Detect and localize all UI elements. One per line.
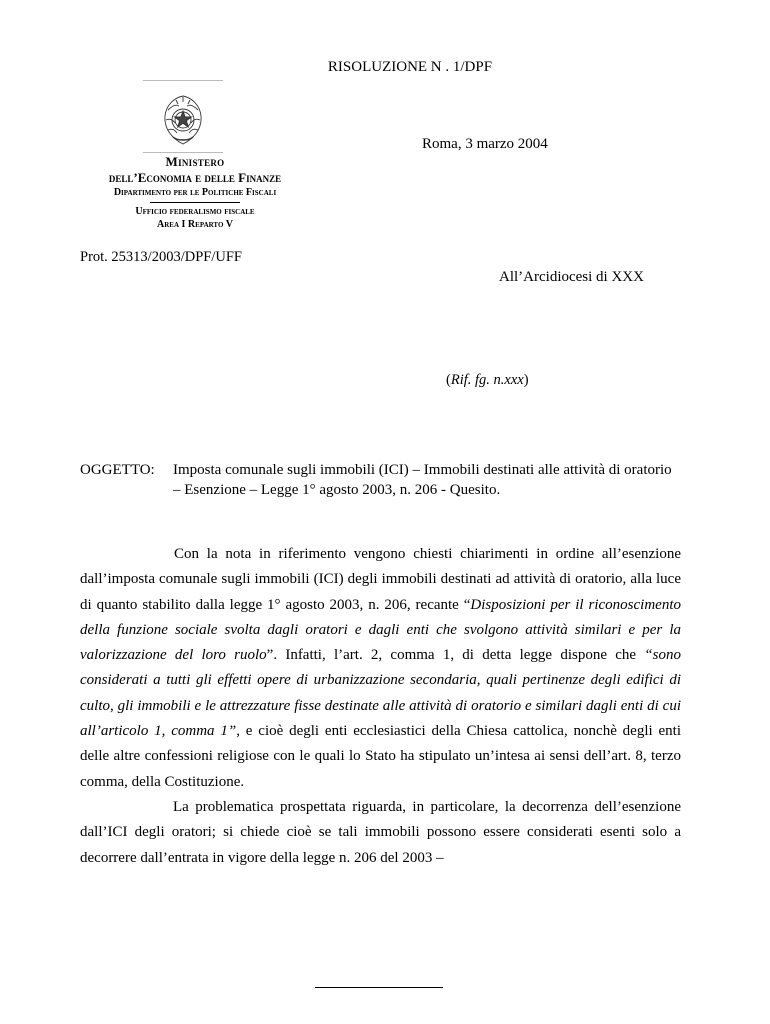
article-quote: “sono considerati a tutti gli effetti opere di urbanizzazione secondaria, quali pertinenze degli edifici di culto, gli immobili e le attrezzature fisse destinate alle attività di oratorio e similari dagli enti di cui all’articolo 1, comma 1”,: [80, 647, 681, 740]
ministry-block: [80, 154, 310, 231]
reference-note: [446, 372, 529, 389]
recipient: All’Arcidiocesi di XXX: [499, 269, 644, 285]
reference-text: Rif. fg. n.xxx: [450, 372, 524, 388]
reference-open: (: [446, 372, 451, 388]
ministry-divider: [150, 202, 240, 203]
footnote-divider: [315, 987, 443, 988]
paragraph-1-text-e: e cioè degli enti ecclesiastici della Chiesa cattolica, nonchè degli enti delle altre confessioni religiose con le quali lo Stato ha stipulato un’intesa ai sensi dell’art. 8, terzo comma, della Costituzione.: [80, 723, 681, 790]
paragraph-2: La problematica prospettata riguarda, in particolare, la decorrenza dell’esenzione dall’ICI degli oratori; si chiede cioè se tali immobili possono essere considerati esenti solo a decorrere dall’entrata in vigore della legge n. 206 del 2003 –: [80, 798, 681, 866]
paragraph-1-text-a: Con la nota in riferimento vengono chiesti chiarimenti in ordine all’esenzione dall’imposta comunale sugli immobili (ICI) degli immobili destinati ad attività di oratorio, alla luce di quanto stabilito dalla legge 1° agosto 2003, n. 206, recante “: [80, 546, 681, 613]
ministry-full-name: dell’Economia e delle Finanze: [108, 170, 282, 186]
subject-block: [80, 460, 680, 500]
header-divider: [143, 80, 223, 81]
subject-text: Imposta comunale sugli immobili (ICI) – Immobili destinati alle attività di oratorio – Esenzione – Legge 1° agosto 2003, n. 206 - Quesito.: [173, 462, 672, 498]
protocol-number: Prot. 25313/2003/DPF/UFF: [80, 249, 242, 265]
emblem-divider: [143, 152, 223, 153]
paragraph-1-text-c: ”. Infatti, l’art. 2, comma 1, di detta legge dispone che: [266, 647, 645, 664]
subject-label: OGGETTO:: [80, 462, 155, 478]
resolution-title: RISOLUZIONE N . 1/DPF: [327, 59, 493, 75]
letter-body: [80, 542, 681, 871]
ministry-name: Ministero: [165, 154, 225, 169]
office-name: Ufficio federalismo fiscale: [135, 206, 255, 217]
place-date: Roma, 3 marzo 2004: [422, 136, 548, 152]
paragraph-1: [80, 542, 681, 795]
area-section: Area I Reparto V: [157, 218, 233, 230]
law-title-quote: Disposizioni per il riconoscimento della funzione sociale svolta dagli oratori e dagli enti che svolgono attività similari e per la valorizzazione del loro ruolo: [80, 596, 682, 664]
reference-close: ): [523, 372, 529, 388]
department-name: Dipartimento per le Politiche Fiscali: [113, 186, 277, 198]
republic-emblem-icon: [156, 92, 210, 148]
